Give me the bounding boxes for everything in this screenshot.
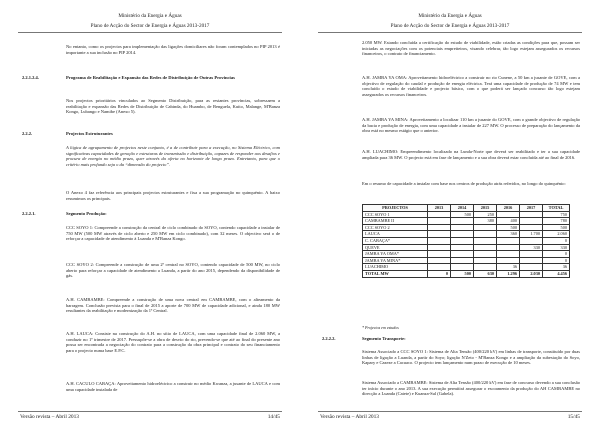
table-cell (428, 224, 451, 231)
section-text-2214: Nos projectos prioritários vinculados ao Segmento Distribuição, para as restantes províncias, sobressaem a reabilitação e expansão das Redes de Distribuição de Cabinda, do Huambo, de Benguela, Kuito, Malange, M'Banza Kongo, Lubango e Namibe (Anexo 5). (66, 98, 280, 115)
table-cell (520, 251, 543, 258)
table-cell (451, 218, 474, 225)
table-cell: QUEVE (363, 244, 428, 251)
table-cell (428, 231, 451, 238)
page-number: 14/45 (267, 414, 280, 420)
jamba-mina-paragraph: A.H. JAMBA YA MINA: Aproveitamento a localizar 110 km a jusante do GOVE, com o grande objectivo de regulação da bacia e produção de energia, com uma capacidade a instalar de 227 MW. O processo de preparação do lançamento da obra está no mesmo estágio que o anterior. (362, 117, 580, 134)
section-number-2222: 2.2.2.2. (322, 336, 336, 341)
footer-rule (18, 411, 282, 412)
table-cell (451, 264, 474, 271)
table-cell (474, 244, 497, 251)
section-text-222: A lógica de agrupamento de projectos neste conjunto, é a de contribuir para a execução, no Sistema Eléctrico, com significativas capacidades de geração e estruturas de transmissão e distribuição, capazes de responder aos desafios e procura de energia no médio prazo, quer através da oferta no horizonte de longo prazo. Entretanto, para que o critério mais profundo seja o da “dimensão do projecto”. (66, 145, 280, 167)
table-cell: 630 (474, 270, 497, 277)
table-cell: JAMBA YA OMA* (363, 251, 428, 258)
table-cell: 0 (543, 251, 570, 258)
jamba-oma-paragraph: A.H. JAMBA YA OMA: Aproveitamento hidroeléctrico a construir no rio Cunene, a 50 km a jusante de GOVE, com a objectivo de regulação do caudal e produção de energia eléctrica. Terá uma capacidade de produção de 74 MW e tem concluído o estudo de viabilidade e projecto básico, com o que poderá ser lançado concurso tão logo estejam assegurados os recursos financeiros. (362, 75, 580, 97)
table-cell (474, 237, 497, 244)
table-cell (451, 251, 474, 258)
table-cell: 360 (497, 231, 520, 238)
table-cell (520, 237, 543, 244)
table-row (363, 218, 570, 225)
caculo-continued: 2.050 MW. Estando concluída a certificação do estudo de viabilidade, estão criadas as condições para que, possam ser iniciadas as negociações com os potenciais empreiteiros, visando celebrar, tão logo estejam assegurados os recursos financeiros, o contrato de financiamento. (362, 40, 580, 57)
ministry-header: Ministério da Energia e Águas (418, 13, 482, 19)
cambambe-paragraph: A.H. CAMBAMBE: Compreende a construção de uma nova central em CAMBAMBE, com o alteamento da barragem. Conclusão prevista para o final de 2015 a aporte de 700 MW de capacidade adicional, e ainda 180 MW resultantes da reabilitação e modernização da 1ª Central. (66, 297, 280, 314)
table-cell: 36 (543, 264, 570, 271)
table-cell (474, 264, 497, 271)
col-header: 2016 (497, 205, 520, 212)
plan-header: Plano de Acção do Sector de Energia e Águas 2013-2017 (390, 23, 510, 29)
table-cell: 750 (543, 211, 570, 218)
table-cell (451, 244, 474, 251)
table-cell (497, 257, 520, 264)
lauca-paragraph: A.H. LAUCA: Consiste na construção do A.H. no sítio de LAUCA, com uma capacidade final de 2.060 MW, a conduzir no 1º trimestre de 2017. Pressupõe-se a obra de desvio do rio, prevendo-se que até ao final do presente ano possa ser encontrada a negociação do contrato para a construção da obra principal e contrato do seu financiamento para o projecto numa base E.P.C. (66, 331, 280, 353)
table-cell: 0 (543, 237, 570, 244)
table-cell: JAMBA YA MINA* (363, 257, 428, 264)
luachimo-paragraph: A.H. LUACHIMO: Empreendimento localizado na Lunda-Norte que deverá ser reabilitado e ter a sua capacidade ampliada para 36 MW. O projecto está em fase de lançamento e a sua obra deverá estar concluída até ao final de 2016. (362, 149, 580, 160)
table-cell: 1.296 (497, 270, 520, 277)
soyo1-transport-paragraph: Sistema Associado a CCC SOYO 1: Sistema de Alta Tensão (400/220 kV) em linhas de transporte, constituído por duas linhas de ligação a Luanda, a partir do Soyo; ligação N'Zeto - M'Banza Kongo e a ampliação da subestação do Soyo, Kapary e Cazeze a Cacuaco. O projecto tem lançamento num prazo de execução de 10 meses. (362, 349, 580, 366)
table-cell (474, 257, 497, 264)
table-cell (497, 244, 520, 251)
table-row (363, 231, 570, 238)
table-total-row (363, 270, 570, 277)
table-row (363, 251, 570, 258)
soyo2-paragraph: CCC SOYO 2: Compreende a construção de uma 2ª central no SOYO, contendo capacidade de 500 MW, no ciclo aberto para reforçar a capacidade de atendimento a Luanda, a partir do ano 2015, dependendo da disponibilidade de gás. (66, 262, 280, 279)
table-cell: 330 (520, 244, 543, 251)
caculo-paragraph: A.H. CACULO CABAÇA: Aproveitamento hidroeléctrico a construir no médio Kwanza, a jusante de LAUCA e com uma capacidade instalada de (66, 381, 280, 392)
section-title-2221: Segmento Produção: (66, 211, 107, 216)
table-row (363, 211, 570, 218)
section-title-2214: Programa de Reabilitação e Expansão das Redes de Distribuição de Outras Províncias (66, 75, 235, 80)
col-header: 2017 (520, 205, 543, 212)
table-cell: 500 (451, 270, 474, 277)
table-cell: TOTAL MW (363, 270, 428, 277)
table-cell (474, 231, 497, 238)
section-title-222: Projectos Estruturantes (66, 131, 113, 136)
plan-header: Plano de Acção do Sector de Energia e Águas 2013-2017 (90, 23, 210, 29)
table-row (363, 244, 570, 251)
table-cell (497, 251, 520, 258)
summary-paragraph: Em o resumo de capacidade a instalar com base nos centros de produção atrás referidos, no longo do quinquénio: (362, 181, 566, 186)
table-cell: C. CABAÇA* (363, 237, 428, 244)
table-cell (428, 211, 451, 218)
intro-paragraph: No entanto, como os projectos para implementação das ligações domiciliares não foram contemplados no PIP 2013 é importante a sua inclusão no PIP 2014. (66, 44, 280, 55)
table-cell (451, 224, 474, 231)
footer-rule (318, 411, 582, 412)
col-header: TOTAL (543, 205, 570, 212)
table-cell (497, 237, 520, 244)
footer-version: Versão revista – Abril 2013 (20, 414, 79, 420)
table-cell: 2.030 (520, 270, 543, 277)
table-cell: 780 (543, 218, 570, 225)
table-cell: 380 (474, 218, 497, 225)
table-row (363, 237, 570, 244)
production-table (362, 204, 570, 278)
col-header: PROJECTOS (363, 205, 428, 212)
table-cell: 330 (543, 244, 570, 251)
table-cell (520, 224, 543, 231)
table-cell (428, 237, 451, 244)
soyo1-paragraph: CCC SOYO 1: Compreende a construção da central de ciclo combinado do SOYO, contendo capacidade a instalar de 750 MW (500 MW através de ciclo aberto e 250 MW em ciclo combinado), com 32 meses. O objectivo será o de reforçar a capacidade de atendimento à Luanda e M'Banza Kongo. (66, 225, 280, 242)
table-cell (520, 211, 543, 218)
table-cell (520, 257, 543, 264)
table-row (363, 264, 570, 271)
table-cell (520, 264, 543, 271)
table-cell: 4.456 (543, 270, 570, 277)
table-cell (428, 257, 451, 264)
table-header-row (363, 205, 570, 212)
table-cell: 0 (543, 257, 570, 264)
table-cell (428, 218, 451, 225)
col-header: 2013 (428, 205, 451, 212)
table-cell (497, 211, 520, 218)
table-cell: 400 (497, 218, 520, 225)
table-row (363, 224, 570, 231)
table-cell: CAMBAMBE II (363, 218, 428, 225)
ministry-header: Ministério da Energia e Águas (118, 13, 182, 19)
section-number-2221: 2.2.2.1. (22, 211, 36, 216)
section-number-2214: 2.2.1.2.4. (22, 75, 39, 80)
col-header: 2015 (474, 205, 497, 212)
table-cell (428, 251, 451, 258)
page-number: 15/45 (567, 414, 580, 420)
annex-paragraph: O Anexo 4 faz referência aos principais projectos estruturantes e fixa a sua programação no quinquénio. A baixo resumimos os principais. (66, 190, 280, 201)
col-header: 2014 (451, 205, 474, 212)
table-row (363, 257, 570, 264)
table-cell (451, 231, 474, 238)
table-cell: 500 (543, 224, 570, 231)
table-cell: 250 (474, 211, 497, 218)
table-cell (451, 237, 474, 244)
header-rule (318, 32, 582, 33)
section-number-222: 2.2.2. (22, 131, 33, 136)
footer-version: Versão revista – Abril 2013 (320, 414, 379, 420)
table-cell: 500 (497, 224, 520, 231)
table-cell: 1.700 (520, 231, 543, 238)
table-cell: LUACHIMO (363, 264, 428, 271)
table-cell: 0 (428, 270, 451, 277)
table-cell (428, 244, 451, 251)
table-note: * Projectos em estudos (362, 325, 399, 330)
table-cell (474, 251, 497, 258)
table-cell: 500 (451, 211, 474, 218)
table-cell (428, 264, 451, 271)
cambambe-transport-paragraph: Sistema Associado a CAMBAMBE: Sistema de Alta Tensão (400/220 kV) em fase de concurso devendo a sua conclusão ter início durante o ano 2013. A sua execução permitirá assegurar o escoamento da produção do AH CAMBAMBE no direcção a Luanda (Catete) e Kuanza-Sul (Gabela). (362, 380, 580, 397)
table-cell: 2.060 (543, 231, 570, 238)
table-cell: CCC SOYO 2 (363, 224, 428, 231)
section-title-2222: Segmento Transporte: (362, 336, 406, 341)
table-cell: 36 (497, 264, 520, 271)
table-cell: CCC SOYO 1 (363, 211, 428, 218)
header-rule (18, 32, 282, 33)
table-cell (520, 218, 543, 225)
table-cell (474, 224, 497, 231)
table-cell: LAUCA (363, 231, 428, 238)
table-cell (451, 257, 474, 264)
